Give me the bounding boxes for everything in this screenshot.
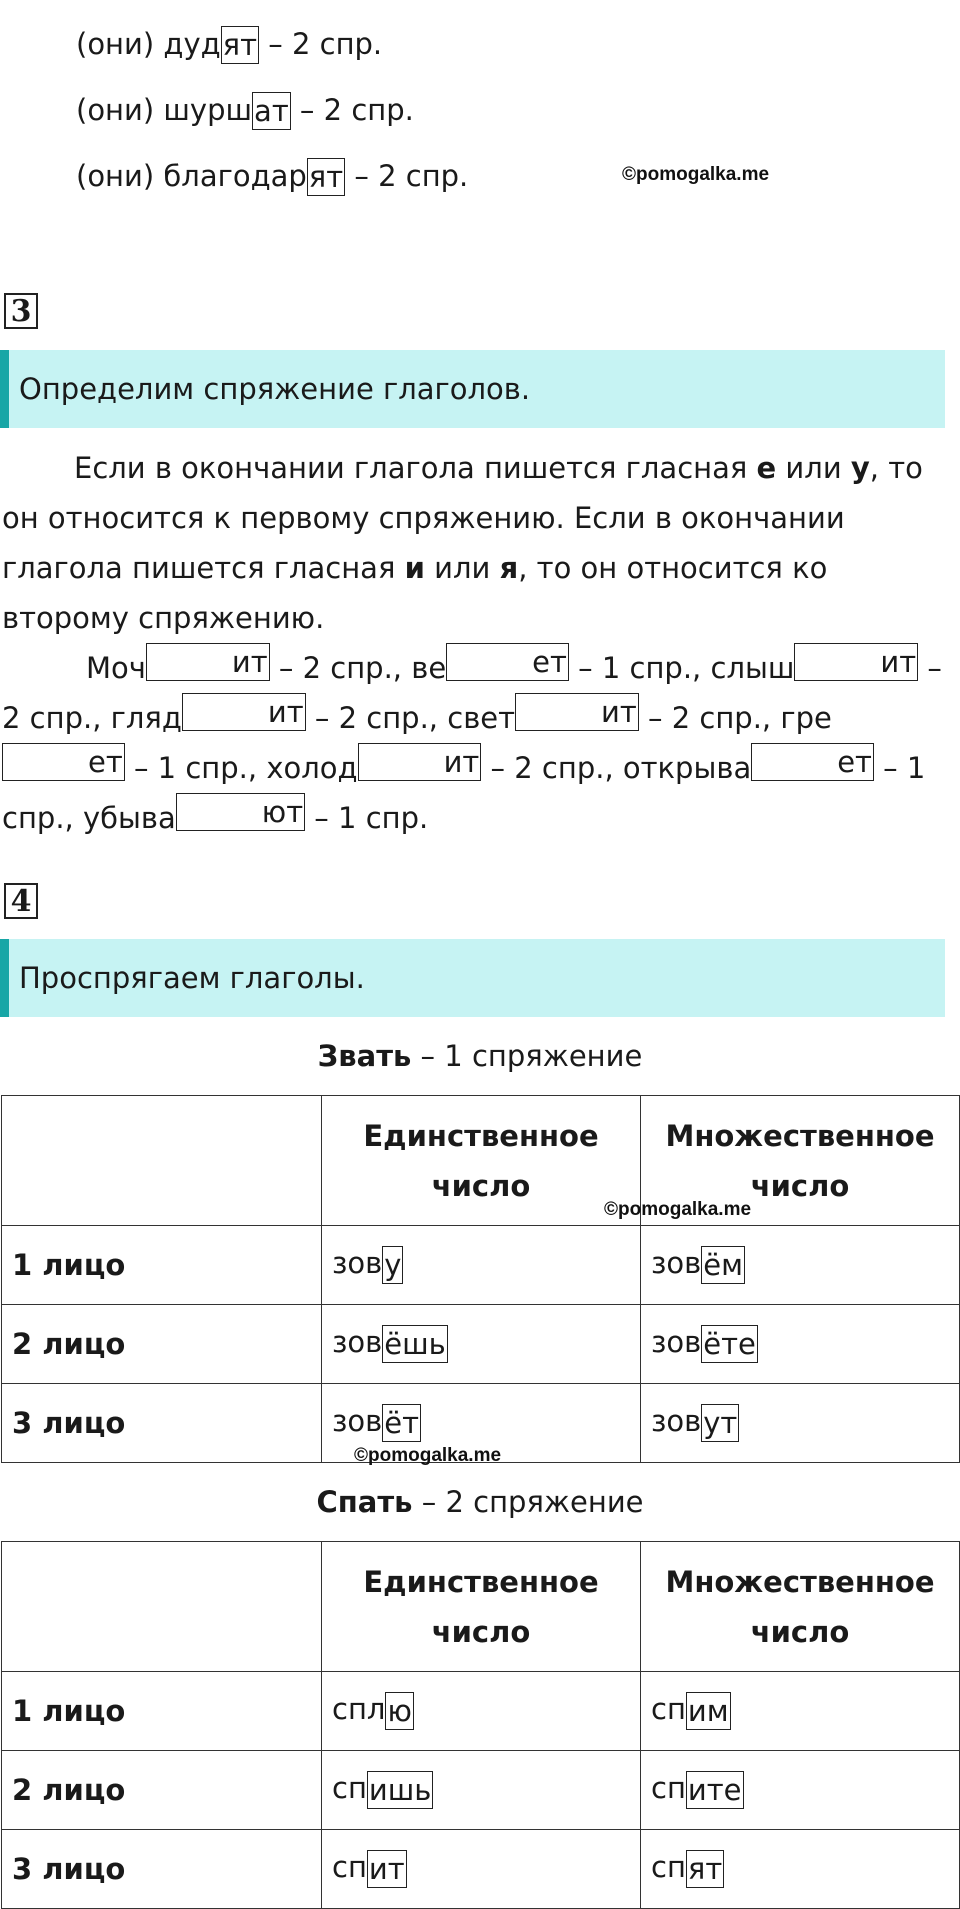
singular-form: зовёшь xyxy=(322,1305,641,1384)
person-label: 1 лицо xyxy=(2,1672,322,1751)
ending-box: ат xyxy=(254,94,289,128)
header-plural: Множественное число xyxy=(641,1096,960,1226)
header-singular: Единственное число xyxy=(322,1542,641,1672)
ending-box: ет xyxy=(751,743,874,781)
ending-box: ет xyxy=(446,643,569,681)
person-label: 3 лицо xyxy=(2,1830,322,1909)
ending-box: ят xyxy=(687,1852,723,1886)
person-label: 2 лицо xyxy=(2,1305,322,1384)
plural-form: зовёте xyxy=(641,1305,960,1384)
verb-note: – 2 спр. xyxy=(290,93,414,127)
conjugation-table-1 xyxy=(1,1095,960,1463)
rule-paragraph: Если в окончании глагола пишется гласная е или у, то он относится к первому спряжению. Если в окончании глагола пишется гласная и или я, то он относится ко второму спряжению. xyxy=(2,451,923,635)
empty-cell xyxy=(2,1096,322,1226)
singular-form: спишь xyxy=(322,1751,641,1830)
section3-text xyxy=(2,443,954,843)
verb-line-3 xyxy=(76,158,468,196)
ending-box: ёте xyxy=(703,1327,756,1361)
table-row xyxy=(2,1751,960,1830)
verb-stem: (они) дуд xyxy=(76,27,221,61)
verb-line-2 xyxy=(76,92,414,130)
ending-box: ёт xyxy=(384,1406,420,1440)
table1-caption: Звать – 1 спряжение xyxy=(317,1039,643,1073)
ending-box: у xyxy=(384,1248,402,1282)
exercise-number-3: 3 xyxy=(4,293,38,329)
table-row xyxy=(2,1226,960,1305)
table-header-row xyxy=(2,1096,960,1226)
verb-note: – 2 спр. xyxy=(259,27,383,61)
plural-form: спите xyxy=(641,1751,960,1830)
ending-box: ит xyxy=(182,693,306,731)
empty-cell xyxy=(2,1542,322,1672)
ending-box: ит xyxy=(515,693,639,731)
table-row xyxy=(2,1672,960,1751)
verb-line-1 xyxy=(76,26,382,64)
ending-box: ят xyxy=(308,160,344,194)
ending-box: ишь xyxy=(368,1773,432,1807)
ending-box: ю xyxy=(387,1694,412,1728)
watermark: ©pomogalka.me xyxy=(604,1199,752,1220)
watermark: ©pomogalka.me xyxy=(622,164,770,185)
person-label: 1 лицо xyxy=(2,1226,322,1305)
singular-form: сплю xyxy=(322,1672,641,1751)
verb-stem: (они) шурш xyxy=(76,93,253,127)
verb-note: – 2 спр. xyxy=(345,159,469,193)
plural-form: зовём xyxy=(641,1226,960,1305)
plural-form: спят xyxy=(641,1830,960,1909)
plural-form: спим xyxy=(641,1672,960,1751)
table2-caption: Спать – 2 спряжение xyxy=(316,1485,644,1519)
person-label: 2 лицо xyxy=(2,1751,322,1830)
person-label: 3 лицо xyxy=(2,1384,322,1463)
ending-box: ит xyxy=(368,1852,405,1886)
ending-box: ут xyxy=(703,1406,738,1440)
ending-box: ит xyxy=(358,743,482,781)
header-singular: Единственное число xyxy=(322,1096,641,1226)
ending-box: ит xyxy=(794,643,918,681)
ending-box: ет xyxy=(2,743,125,781)
table-header-row xyxy=(2,1542,960,1672)
section4-banner: Проспрягаем глаголы. xyxy=(0,939,945,1017)
ending-box: ит xyxy=(146,643,270,681)
header-plural: Множественное число xyxy=(641,1542,960,1672)
ending-box: ём xyxy=(703,1248,743,1282)
table-row xyxy=(2,1305,960,1384)
singular-form: спит xyxy=(322,1830,641,1909)
ending-box: ёшь xyxy=(384,1327,446,1361)
watermark: ©pomogalka.me xyxy=(354,1445,502,1466)
table-row xyxy=(2,1830,960,1909)
singular-form: зовёт xyxy=(322,1384,641,1463)
exercise-number-4: 4 xyxy=(4,883,38,919)
ending-box: ите xyxy=(687,1773,742,1807)
ending-box: им xyxy=(687,1694,729,1728)
plural-form: зовут xyxy=(641,1384,960,1463)
verbs-paragraph: Моч ит – 2 спр., ве ет – 1 спр., слыш ит – 2 спр., гляд ит – 2 спр., свет ит – 2 спр., греет – 1 спр., холод ит – 2 спр., открыва ет – 1 спр., убыва ют – 1 спр. xyxy=(2,645,942,835)
singular-form: зову xyxy=(322,1226,641,1305)
verb-stem: (они) благодар xyxy=(76,159,307,193)
ending-box: ют xyxy=(176,793,305,831)
conjugation-table-2 xyxy=(1,1541,960,1909)
section3-banner: Определим спряжение глаголов. xyxy=(0,350,945,428)
ending-box: ят xyxy=(222,28,258,62)
